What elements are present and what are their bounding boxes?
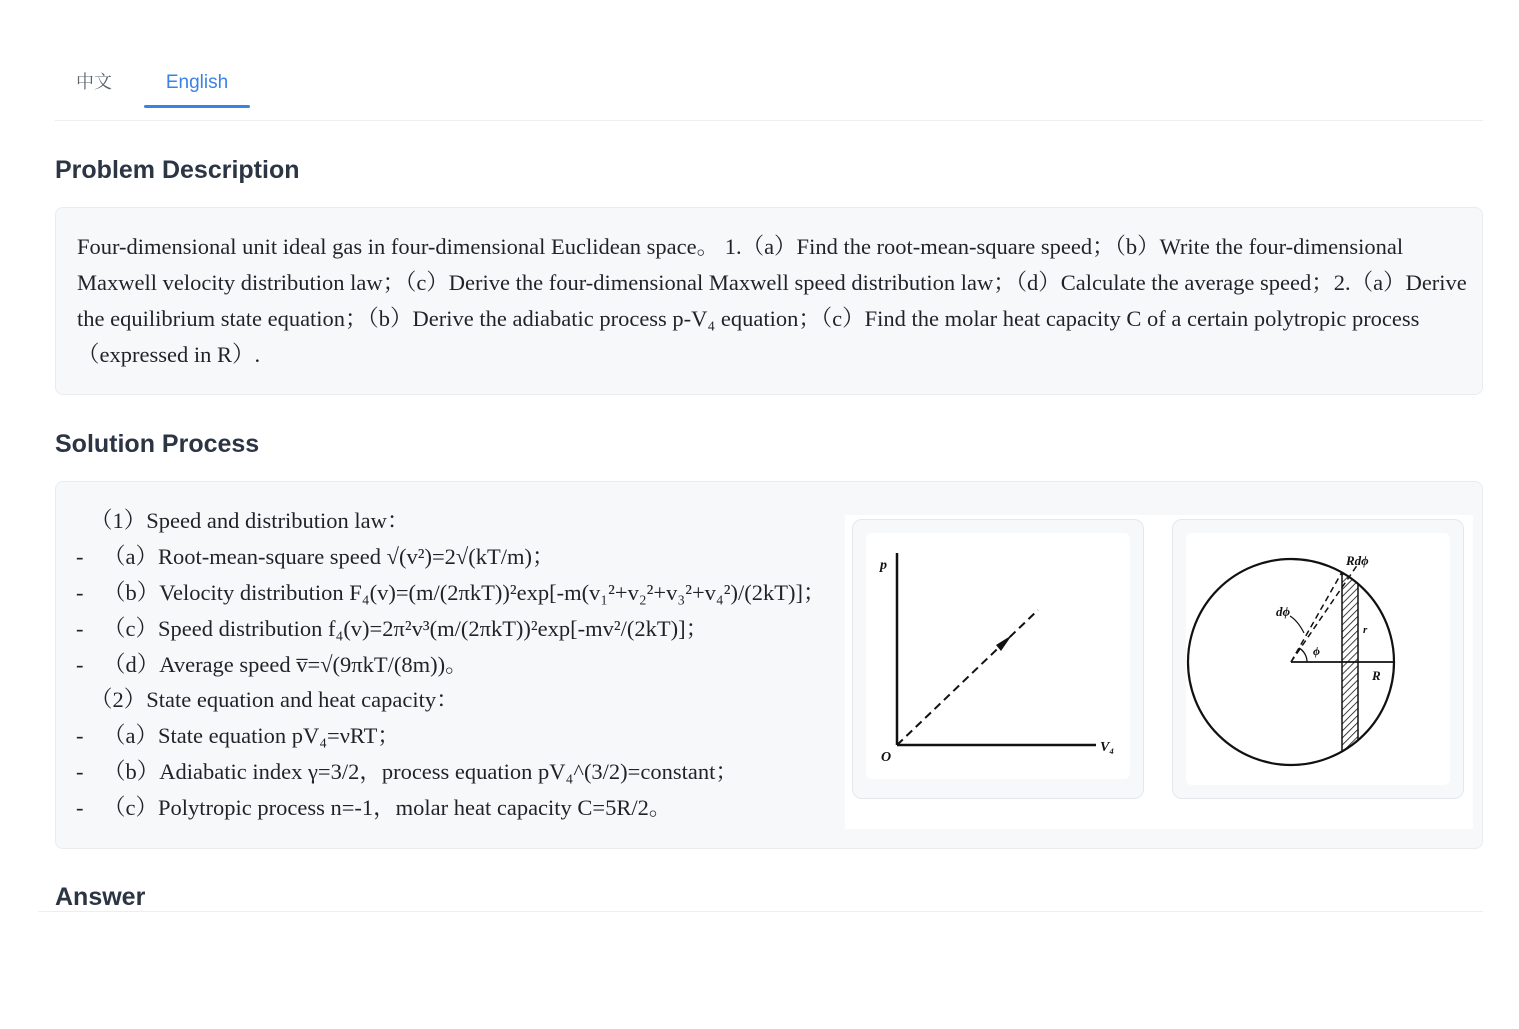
pv-diagram-svg [866, 533, 1130, 779]
angle-arc [1299, 648, 1307, 662]
process-line [897, 610, 1038, 745]
pv-diagram-figure[interactable] [852, 519, 1144, 799]
tab-english[interactable] [144, 58, 250, 108]
problem-description-card [55, 207, 1483, 395]
v-axis-label: V₄ [1100, 740, 1115, 755]
problem-description-heading: Problem Description [55, 156, 300, 184]
figure-panel [845, 515, 1473, 829]
language-tabs [55, 58, 1483, 121]
p-axis-label: p [880, 558, 887, 573]
dphi-label: dϕ [1276, 604, 1291, 619]
circle-slice-svg [1186, 533, 1450, 785]
origin-label: O [881, 750, 892, 765]
circle-slice-figure[interactable] [1172, 519, 1464, 799]
answer-heading: Answer [55, 883, 146, 911]
active-tab-indicator [144, 105, 250, 108]
r-label: r [1363, 624, 1368, 636]
problem-text: Four-dimensional unit ideal gas in four-dimensional Euclidean space。 1.（a）Find the root-mean-square speed；（b）Write the four-dimensional Maxwell velocity distribution law；（c）Derive the four-dimensional Maxwell speed distribution law；（d）Calculate the average speed；2.（a）Derive the equilibrium state equation；（b）Derive the adiabatic process p-V₄ equation；（c）Find the molar heat capacity C of a certain polytropic process（expressed in R）. [77, 234, 1467, 367]
answer-divider [38, 911, 1483, 912]
solution-process-heading: Solution Process [55, 430, 260, 458]
big-r-label: R [1372, 668, 1381, 683]
circle-slice-canvas [1186, 533, 1450, 785]
process-arrow-icon [996, 635, 1012, 651]
rdphi-label: Rdϕ [1346, 553, 1369, 568]
phi-label: ϕ [1313, 644, 1320, 658]
dphi-pointer [1290, 616, 1304, 633]
hatched-strip [1342, 553, 1358, 783]
tab-chinese[interactable]: 中文 [76, 72, 112, 93]
tab-english-label: English [165, 72, 229, 93]
pv-diagram-canvas [866, 533, 1130, 779]
solution-process-card: （1）Speed and distribution law： - （a）Root-mean-square speed √(v²)=2√(kT/m)； - （b）Velocity distribution F₄(v)=(m/(2πkT))²exp[-m(v₁²+v₂²+v₃²+v₄²)/(2kT)]； - （c）Speed distribution f₄(v)=2π²v³(m/(2πkT))²exp[-mv²/(2kT)]； - （d）Average speed v̅=√(9πkT/(8m))。 （2）State equation and heat capacity： - （a）State equation pV₄=νRT； - （b）Adiabatic index γ=3/2，process equation pV₄^(3/2)=constant； - （c）Polytropic process n=-1，molar heat capacity C=5R/2。 p V₄ O Rdϕ dϕ ϕ r R [55, 481, 1483, 849]
